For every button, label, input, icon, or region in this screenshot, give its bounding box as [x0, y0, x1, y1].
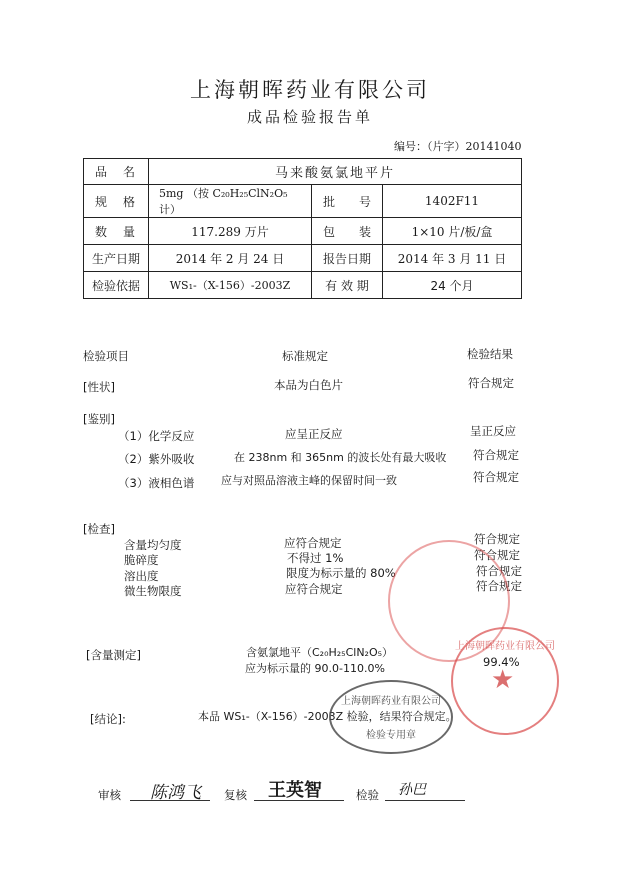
id-2-result: 符合规定: [473, 448, 519, 462]
package-value: 1×10 片/板/盒: [383, 218, 522, 245]
test-2-result: 符合规定: [474, 548, 520, 562]
production-date-value: 2014 年 2 月 24 日: [149, 245, 312, 272]
test-4-item: 微生物限度: [124, 584, 182, 598]
rechecker-signature: 王英智: [268, 780, 322, 801]
id-2-standard: 在 238nm 和 365nm 的波长处有最大吸收: [234, 451, 447, 464]
tests-header: [检查]: [83, 522, 115, 536]
validity-value: 24 个月: [383, 272, 522, 299]
test-4-result: 符合规定: [476, 579, 522, 593]
document-number: 编号：（片字）20141040: [394, 140, 522, 153]
reviewer-line: [130, 800, 210, 801]
id-1-item: （1）化学反应: [118, 429, 195, 443]
appearance-result: 符合规定: [468, 376, 514, 390]
appearance-header: [性状]: [83, 380, 115, 394]
col-header-standard: 标准规定: [282, 349, 328, 363]
red-company-stamp: [451, 627, 559, 735]
red-stamp-text: 上海朝晖药业有限公司: [455, 641, 555, 652]
quantity-value: 117.289 万片: [149, 218, 312, 245]
test-1-standard: 应符合规定: [284, 536, 342, 550]
report-title: 成品检验报告单: [246, 108, 373, 126]
test-1-item: 含量均匀度: [124, 538, 182, 552]
conclusion-header: [结论]:: [90, 712, 126, 726]
product-name-value: 马来酸氨氯地平片: [149, 159, 522, 185]
assay-standard-1: 含氨氯地平（C₂₀H₂₅ClN₂O₅）: [246, 646, 394, 659]
reviewer-label: 审核: [98, 788, 121, 802]
inspector-signature: 孙巴: [398, 782, 426, 798]
report-date-label: 报告日期: [312, 245, 383, 272]
id-3-standard: 应与对照品溶液主峰的保留时间一致: [221, 474, 397, 487]
col-header-item: 检验项目: [83, 349, 129, 363]
id-3-result: 符合规定: [473, 470, 519, 484]
batch-label: 批 号: [312, 185, 383, 218]
production-date-label: 生产日期: [84, 245, 149, 272]
reviewer-signature: 陈鸿飞: [150, 783, 201, 803]
basis-label: 检验依据: [84, 272, 149, 299]
assay-result: 99.4%: [483, 655, 520, 669]
spec-label: 规 格: [84, 185, 149, 218]
id-2-item: （2）紫外吸收: [118, 452, 195, 466]
test-3-standard: 限度为标示量的 80%: [286, 566, 396, 580]
id-3-item: （3）液相色谱: [118, 476, 195, 490]
col-header-result: 检验结果: [467, 347, 513, 361]
inspector-label: 检验: [356, 788, 379, 802]
package-label: 包 装: [312, 218, 383, 245]
inspection-stamp-sub: 检验专用章: [366, 730, 416, 741]
quantity-label: 数 量: [84, 218, 149, 245]
test-1-result: 符合规定: [474, 532, 520, 546]
appearance-standard: 本品为白色片: [274, 378, 343, 392]
spec-value: 5mg （按 C₂₀H₂₅ClN₂O₅ 计）: [149, 185, 312, 218]
assay-header: [含量测定]: [86, 648, 141, 662]
test-4-standard: 应符合规定: [285, 582, 343, 596]
identification-header: [鉴别]: [83, 412, 115, 426]
rechecker-label: 复核: [224, 788, 247, 802]
inspector-line: [385, 800, 465, 801]
id-1-result: 呈正反应: [470, 424, 516, 438]
validity-label: 有 效 期: [312, 272, 383, 299]
product-name-label: 品 名: [84, 159, 149, 185]
rechecker-line: [254, 800, 344, 801]
company-title: 上海朝晖药业有限公司: [190, 78, 430, 102]
test-2-item: 脆碎度: [124, 553, 159, 567]
batch-value: 1402F11: [383, 185, 522, 218]
report-date-value: 2014 年 3 月 11 日: [383, 245, 522, 272]
test-3-item: 溶出度: [124, 569, 159, 583]
star-icon: ★: [491, 665, 515, 695]
product-info-table: [83, 158, 522, 299]
test-3-result: 符合规定: [476, 564, 522, 578]
id-1-standard: 应呈正反应: [285, 427, 343, 441]
test-2-standard: 不得过 1%: [287, 551, 344, 565]
inspection-stamp-text: 上海朝晖药业有限公司: [341, 696, 441, 707]
basis-value: WS₁-（X-156）-2003Z: [149, 272, 312, 299]
inspection-stamp: [329, 680, 453, 754]
conclusion-text: 本品 WS₁-（X-156）-2003Z 检验，结果符合规定。: [198, 710, 457, 723]
assay-standard-2: 应为标示量的 90.0-110.0%: [245, 662, 385, 675]
